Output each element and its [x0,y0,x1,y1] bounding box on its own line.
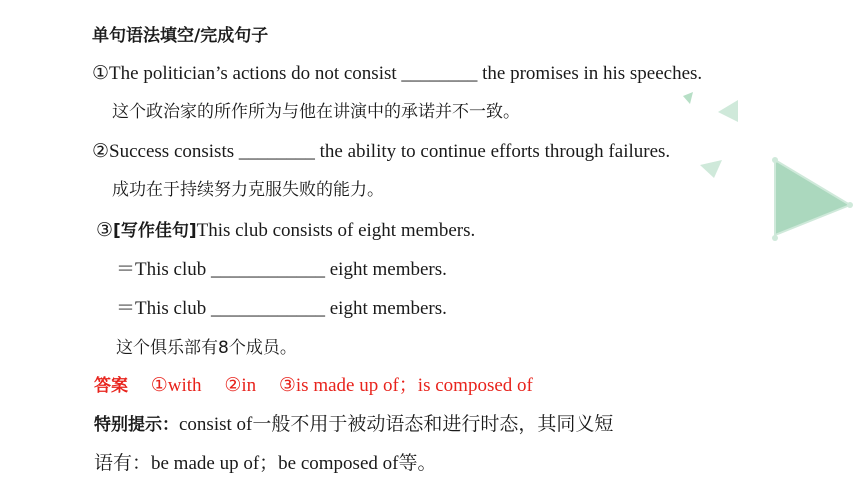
question-3-translation: 这个俱乐部有8个成员。 [116,338,297,358]
question-1-translation: 这个政治家的所作所为与他在讲演中的承诺并不一致。 [112,102,520,122]
tip-text-1: consist of一般不用于被动语态和进行时态，其同义短 [179,414,614,435]
small-triangle-icon [718,100,738,122]
question-number: ③ [96,220,114,241]
question-number: ② [92,141,110,162]
tip-line-1 [94,413,613,437]
answer-2: ②in [224,375,257,396]
question-3-rewrite-1: ＝This club ____________ eight members. [116,259,447,280]
question-3 [96,219,475,243]
tip-line-2: 语有：be made up of；be composed of等。 [94,453,437,474]
small-triangle-icon [700,160,722,178]
question-2-translation: 成功在于持续努力克服失败的能力。 [112,180,384,200]
answer-line [94,374,533,398]
question-text: Success consists ________ the ability to continue efforts through failures. [109,141,671,162]
section-heading: 单句语法填空/完成句子 [92,26,269,46]
question-3-rewrite-2: ＝This club ____________ eight members. [116,298,447,319]
question-1 [92,62,702,86]
answer-label: 答案 [94,376,128,396]
question-number: ① [92,63,110,84]
small-triangle-icon [683,92,693,104]
question-tag: [写作佳句] [113,221,197,241]
answer-3: ③is made up of；is composed of [278,375,533,396]
answer-1: ①with [150,375,202,396]
question-text: This club consists of eight members. [196,220,476,241]
tip-label: 特别提示： [94,415,179,435]
question-text: The politician’s actions do not consist ________ the promises in his speeches. [109,63,703,84]
question-2 [92,140,670,164]
